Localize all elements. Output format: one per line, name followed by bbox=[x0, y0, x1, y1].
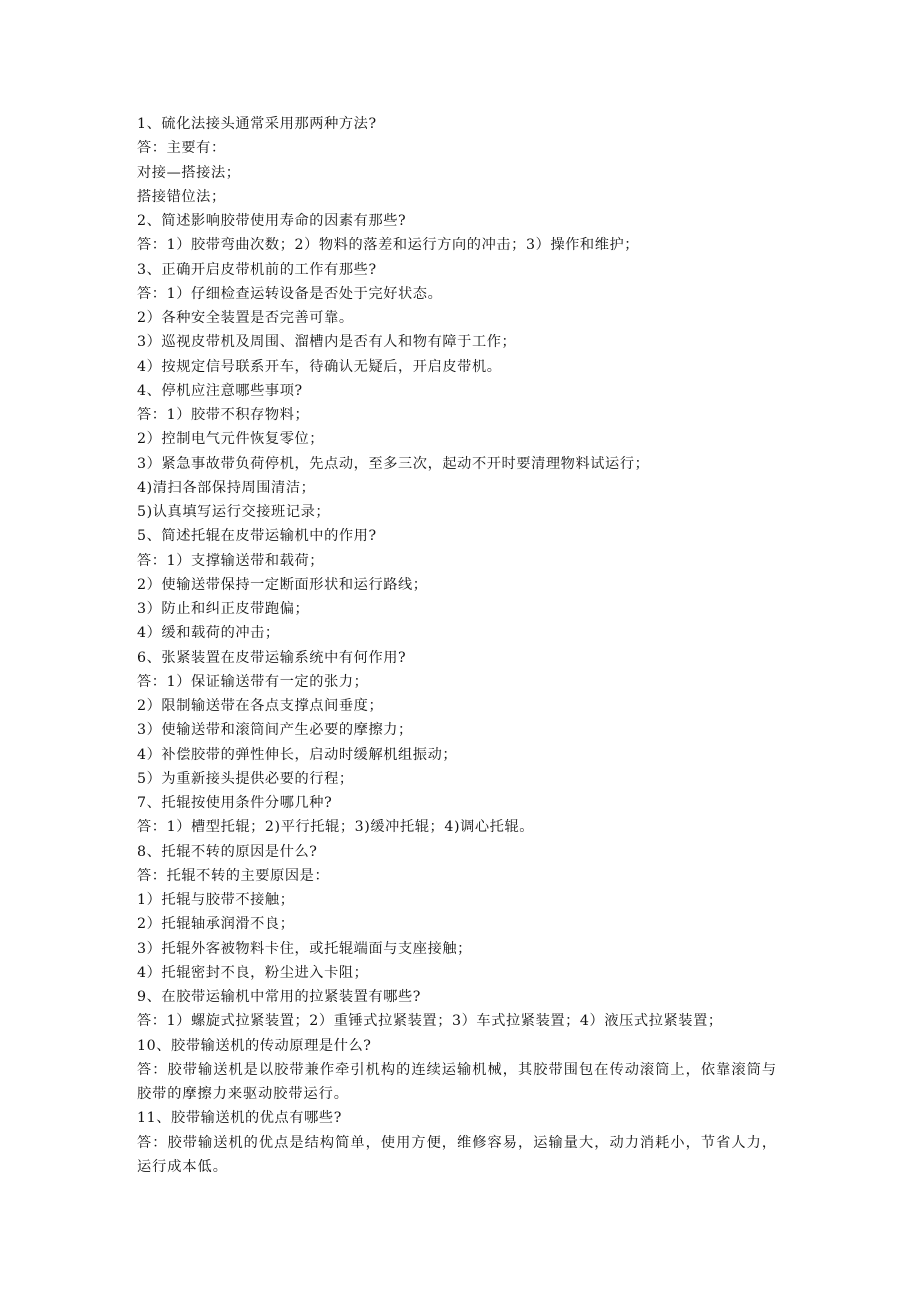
answer-1-line-1: 答：主要有： bbox=[137, 140, 226, 157]
answer-6-line-3: 3）使输送带和滚筒间产生必要的摩擦力； bbox=[137, 722, 413, 739]
question-9: 9、在胶带运输机中常用的拉紧装置有哪些? bbox=[137, 989, 422, 1005]
answer-3-line-1: 答：1）仔细检查运转设备是否处于完好状态。 bbox=[137, 285, 443, 302]
answer-4-line-4: 4)清扫各部保持周围清洁； bbox=[137, 479, 316, 496]
document-page bbox=[137, 112, 777, 1179]
answer-9-line-1: 答：1）螺旋式拉紧装置；2）重锤式拉紧装置；3）车式拉紧装置；4）液压式拉紧装置； bbox=[137, 1013, 723, 1030]
answer-5-line-4: 4）缓和载荷的冲击； bbox=[137, 625, 280, 642]
qa-section-11 bbox=[137, 1106, 777, 1179]
answer-3-line-4: 4）按规定信号联系开车，待确认无疑后，开启皮带机。 bbox=[137, 358, 502, 375]
answer-8-line-2: 1）托辊与胶带不接触； bbox=[137, 892, 295, 908]
qa-section-9 bbox=[137, 985, 777, 1034]
answer-6-line-1: 答：1）保证输送带有一定的张力； bbox=[137, 673, 369, 690]
answer-8-line-4: 3）托辊外客被物料卡住，或托辊端面与支座接触； bbox=[137, 940, 472, 957]
answer-8-line-1: 答：托辊不转的主要原因是： bbox=[137, 867, 330, 884]
answer-4-line-1: 答：1）胶带不积存物料； bbox=[137, 407, 310, 423]
answer-6-line-5: 5）为重新接头提供必要的行程； bbox=[137, 770, 354, 787]
qa-section-7 bbox=[137, 791, 777, 840]
answer-1-line-2: 对接—搭接法； bbox=[137, 164, 241, 181]
qa-section-8 bbox=[137, 840, 777, 986]
qa-section-3 bbox=[137, 258, 777, 379]
question-11: 11、胶带输送机的优点有哪些? bbox=[137, 1110, 342, 1127]
answer-3-line-2: 2）各种安全装置是否完善可靠。 bbox=[137, 310, 354, 326]
question-1: 1、硫化法接头通常采用那两种方法? bbox=[137, 116, 377, 132]
qa-section-10 bbox=[137, 1034, 777, 1107]
answer-8-line-3: 2）托辊轴承润滑不良； bbox=[137, 916, 295, 933]
question-2: 2、简述影响胶带使用寿命的因素有那些? bbox=[137, 213, 407, 229]
answer-6-line-2: 2）限制输送带在各点支撑点间垂度； bbox=[137, 698, 384, 714]
qa-section-1 bbox=[137, 112, 777, 209]
question-10: 10、胶带输送机的传动原理是什么? bbox=[137, 1037, 372, 1054]
answer-5-line-3: 3）防止和纠正皮带跑偏； bbox=[137, 601, 310, 617]
qa-section-5 bbox=[137, 524, 777, 645]
answer-4-line-2: 2）控制电气元件恢复零位； bbox=[137, 431, 325, 448]
qa-section-2 bbox=[137, 209, 777, 258]
question-6: 6、张紧装置在皮带运输系统中有何作用? bbox=[137, 649, 407, 666]
answer-5-line-1: 答：1）支撑输送带和载荷； bbox=[137, 552, 325, 569]
answer-11-paragraph: 答：胶带输送机的优点是结构简单，使用方便，维修容易，运输量大，动力消耗小，节省人力，运行成本低。 bbox=[137, 1134, 777, 1175]
question-3: 3、正确开启皮带机前的工作有那些? bbox=[137, 261, 377, 278]
question-4: 4、停机应注意哪些事项? bbox=[137, 382, 303, 399]
question-7: 7、托辊按使用条件分哪几种? bbox=[137, 795, 333, 811]
answer-8-line-5: 4）托辊密封不良，粉尘进入卡阻； bbox=[137, 964, 369, 981]
answer-1-line-3: 搭接错位法； bbox=[137, 188, 226, 205]
answer-10-paragraph: 答：胶带输送机是以胶带兼作牵引机构的连续运输机械，其胶带围包在传动滚筒上，依靠滚筒与胶带的摩擦力来驱动胶带运行。 bbox=[137, 1061, 777, 1102]
qa-section-4 bbox=[137, 379, 777, 525]
question-5: 5、简述托辊在皮带运输机中的作用? bbox=[137, 528, 377, 545]
answer-4-line-3: 3）紧急事故带负荷停机，先点动，至多三次，起动不开时要清理物料试运行； bbox=[137, 455, 650, 472]
answer-3-line-3: 3）巡视皮带机及周围、溜槽内是否有人和物有障于工作； bbox=[137, 334, 517, 351]
qa-section-6 bbox=[137, 646, 777, 792]
answer-2-line-1: 答：1）胶带弯曲次数；2）物料的落差和运行方向的冲击；3）操作和维护； bbox=[137, 237, 640, 254]
question-8: 8、托辊不转的原因是什么? bbox=[137, 843, 318, 860]
answer-7-line-1: 答：1）槽型托辊；2)平行托辊；3)缓冲托辊；4)调心托辊。 bbox=[137, 819, 535, 836]
answer-4-line-5: 5)认真填写运行交接班记录； bbox=[137, 504, 331, 520]
answer-6-line-4: 4）补偿胶带的弹性伸长，启动时缓解机组振动； bbox=[137, 746, 458, 763]
answer-5-line-2: 2）使输送带保持一定断面形状和运行路线； bbox=[137, 576, 428, 593]
